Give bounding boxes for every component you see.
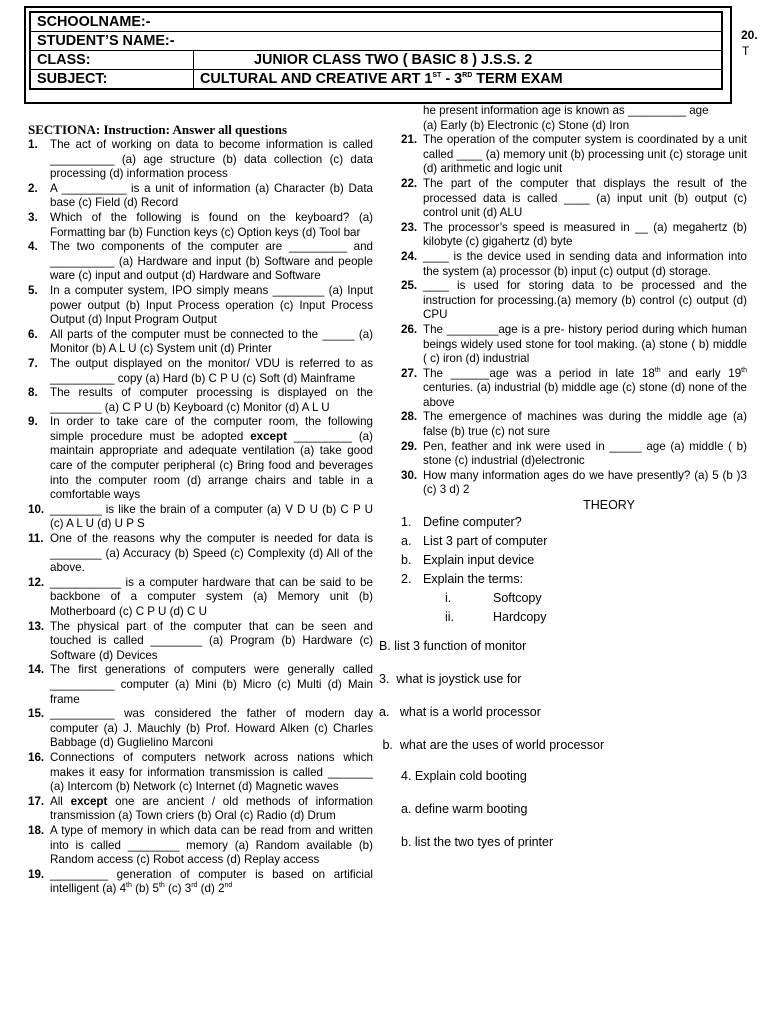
theory-extra-item: b. list the two tyes of printer bbox=[401, 834, 554, 849]
question-item bbox=[28, 328, 373, 357]
question-item bbox=[401, 133, 747, 177]
question-text: ___________ is a computer hardware that can be said to be backbone of a computer system (a) Memory unit (b) Motherboard (c) C P U (d) C U bbox=[50, 575, 373, 618]
subject-label: SUBJECT: bbox=[30, 70, 194, 90]
question-text: The physical part of the computer that can be seen and touched is called ________ (a) Program (b) Hardware (c) Software (d) Devices bbox=[50, 619, 373, 662]
questions-right bbox=[401, 133, 747, 498]
question-item bbox=[401, 279, 747, 323]
question-text: The ________age is a pre- history period during which human beings widely used stone for tool making. (a) stone ( b) middle ( c) iron (d) industrial bbox=[423, 322, 747, 366]
theory-extra-item: 4. Explain cold booting bbox=[401, 768, 527, 783]
question-number: 10. bbox=[28, 502, 45, 516]
question-item bbox=[28, 503, 373, 532]
theory-item: b. Explain input device bbox=[401, 552, 535, 567]
question-20-continued: he present information age is known as _________ age (a) Early (b) Electronic (c) Stone (d) Iron bbox=[423, 104, 709, 132]
theory-extra-item: a. define warm booting bbox=[401, 801, 528, 816]
header-table bbox=[29, 11, 723, 90]
question-text: The results of computer processing is displayed on the ________ (a) C P U (b) Keyboard (c) Monitor (d) A L U bbox=[50, 386, 373, 414]
question-item bbox=[401, 469, 747, 498]
question-text: The part of the computer that displays the result of the processed data is called ____ (a) input unit (b) output (c) control unit (d) ALU bbox=[423, 176, 747, 220]
question-number: 14. bbox=[28, 663, 45, 677]
theory-item: 1. Define computer? bbox=[401, 514, 522, 529]
question-text: The processor’s speed is measured in __ (a) megahertz (b) kilobyte (c) gigahertz (d) byte bbox=[423, 220, 747, 249]
question-number: 6. bbox=[28, 327, 38, 341]
question-text: The act of working on data to become information is called __________ (a) age structure (b) data collection (c) data processing (d) information process bbox=[50, 138, 373, 181]
question-item bbox=[28, 240, 373, 284]
question-number: 23. bbox=[401, 220, 418, 234]
theory-extra-item: b. what are the uses of world processor bbox=[379, 737, 605, 752]
question-item bbox=[28, 284, 373, 328]
question-text: In a computer system, IPO simply means ________ (a) Input power output (b) Input Process operation (c) Input Process Output (d) Input Program Output bbox=[50, 283, 373, 327]
question-item bbox=[28, 751, 373, 795]
question-item bbox=[28, 576, 373, 620]
question-text: _________ generation of computer is based on artificial intelligent (a) 4th (b) 5th (c) 3rd (d) 2nd bbox=[50, 867, 373, 896]
question-number: 29. bbox=[401, 439, 418, 453]
question-item bbox=[28, 707, 373, 751]
question-text: All except one are ancient / old methods of information transmission (a) Town criers (b) Oral (c) Radio (d) Drum bbox=[50, 794, 374, 823]
question-text: ____ is used for storing data to be processed and the instruction for processing.(a) memory (b) control (c) output (d) CPU bbox=[423, 279, 747, 322]
theory-item: a. List 3 part of computer bbox=[401, 533, 548, 548]
subject-value: CULTURAL AND CREATIVE ART 1ST - 3RD TERM EXAM bbox=[194, 70, 723, 90]
question-number: 24. bbox=[401, 249, 418, 263]
question-text: The output displayed on the monitor/ VDU is referred to as __________ copy (a) Hard (b) C P U (c) Soft (d) Mainframe bbox=[50, 356, 373, 385]
theory-item: ii. Hardcopy bbox=[445, 609, 547, 624]
question-number: 18. bbox=[28, 823, 45, 837]
question-number: 9. bbox=[28, 415, 38, 429]
question-item bbox=[28, 415, 373, 503]
question-item bbox=[28, 211, 373, 240]
question-number: 30. bbox=[401, 468, 418, 482]
question-text: The two components of the computer are _________ and __________ (a) Hardware and input (b) Software and people ware (c) input and output (d) Hardware and Software bbox=[50, 240, 373, 283]
question-number: 27. bbox=[401, 366, 418, 380]
question-text: The emergence of machines was during the middle age (a) false (b) true (c) not sure bbox=[423, 410, 747, 439]
header-frame bbox=[24, 6, 732, 104]
theory-item: 2. Explain the terms: bbox=[401, 571, 524, 586]
question-item bbox=[28, 663, 373, 707]
question-item bbox=[401, 177, 747, 221]
question-number: 2. bbox=[28, 181, 38, 195]
question-text: Pen, feather and ink were used in _____ age (a) middle ( b) stone (c) industrial (d)electronic bbox=[423, 439, 747, 468]
question-number: 13. bbox=[28, 619, 45, 633]
question-text: Which of the following is found on the keyboard? (a) Formatting bar (b) Function keys (c) Option keys (d) Tool bar bbox=[50, 210, 373, 239]
theory-list bbox=[379, 513, 747, 852]
question-item bbox=[28, 620, 373, 664]
school-name-label: SCHOOLNAME:- bbox=[30, 12, 722, 32]
question-number: 8. bbox=[28, 386, 38, 400]
theory-extra-item: 3. what is joystick use for bbox=[379, 671, 522, 686]
question-item bbox=[401, 250, 747, 279]
question-number: 15. bbox=[28, 707, 45, 721]
question-number: 17. bbox=[28, 794, 45, 808]
question-text: ____ is the device used in sending data and information into the system (a) processor (b) input (c) output (d) storage. bbox=[423, 249, 747, 278]
question-item bbox=[401, 323, 747, 367]
left-column bbox=[28, 122, 373, 897]
question-item bbox=[28, 386, 373, 415]
question-number: 3. bbox=[28, 210, 38, 224]
question-number: 16. bbox=[28, 750, 45, 764]
question-text: Connections of computers network across nations which makes it easy for information transmission is called _______ (a) Intercom (b) Network (c) Internet (d) Magnetic waves bbox=[50, 750, 373, 794]
question-text: The first generations of computers were generally called __________ computer (a) Mini (b) Micro (c) Multi (d) Main frame bbox=[50, 663, 373, 706]
right-column bbox=[379, 104, 747, 852]
question-text: A __________ is a unit of information (a) Character (b) Data base (c) Field (d) Record bbox=[50, 181, 373, 210]
question-text: A type of memory in which data can be read from and written into is called ________ memory (a) Random available (b) Random access (c) Robot access (d) Replay access bbox=[50, 823, 373, 867]
question-item bbox=[28, 182, 373, 211]
theory-extra-item: B. list 3 function of monitor bbox=[379, 638, 527, 653]
question-item bbox=[28, 795, 373, 824]
question-number: 12. bbox=[28, 575, 45, 589]
question-item bbox=[28, 824, 373, 868]
question-item bbox=[28, 357, 373, 386]
question-number: 5. bbox=[28, 283, 38, 297]
question-text: ________ is like the brain of a computer (a) V D U (b) C P U (c) A L U (d) U P S bbox=[50, 502, 373, 531]
question-text: The ______age was a period in late 18th and early 19th centuries. (a) industrial (b) middle age (c) stone (d) none of the above bbox=[423, 366, 747, 409]
question-item bbox=[401, 367, 747, 411]
question-number: 11. bbox=[28, 532, 44, 546]
question-item bbox=[28, 532, 373, 576]
question-item bbox=[28, 138, 373, 182]
theory-item: i. Softcopy bbox=[445, 590, 542, 605]
class-value: JUNIOR CLASS TWO ( BASIC 8 ) J.S.S. 2 bbox=[194, 51, 723, 70]
question-number: 21. bbox=[401, 133, 418, 147]
questions-left bbox=[28, 138, 373, 897]
question-number: 4. bbox=[28, 240, 38, 254]
student-name-label: STUDENT’S NAME:- bbox=[30, 32, 722, 51]
theory-heading: THEORY bbox=[583, 498, 635, 513]
question-text: The operation of the computer system is coordinated by a unit called ____ (a) memory unit (b) processing unit (c) storage unit (d) arithmetic and logic unit bbox=[423, 133, 747, 176]
question-text: How many information ages do we have presently? (a) 5 (b )3 (c) 3 d) 2 bbox=[423, 468, 747, 497]
question-number: 28. bbox=[401, 410, 418, 424]
question-number: 22. bbox=[401, 176, 418, 190]
side-question-number: 20. bbox=[741, 28, 758, 42]
question-item bbox=[28, 868, 373, 897]
question-number: 25. bbox=[401, 279, 418, 293]
theory-extra-item: a. what is a world processor bbox=[379, 704, 541, 719]
question-number: 1. bbox=[28, 138, 38, 151]
class-label: CLASS: bbox=[30, 51, 194, 70]
question-item bbox=[401, 410, 747, 439]
side-question-letter: T bbox=[742, 44, 750, 58]
question-number: 26. bbox=[401, 322, 418, 336]
question-item bbox=[401, 221, 747, 250]
section-heading: SECTIONA: Instruction: Answer all questions bbox=[28, 122, 288, 137]
question-text: One of the reasons why the computer is needed for data is ________ (a) Accuracy (b) Speed (c) Complexity (d) All of the above. bbox=[50, 532, 373, 575]
question-number: 19. bbox=[28, 867, 45, 881]
question-text: __________ was considered the father of modern day computer (a) J. Mauchly (b) Prof. Howard Alken (c) Charles Babbage (d) Guglielino Marconi bbox=[50, 707, 373, 750]
question-number: 7. bbox=[28, 356, 38, 370]
question-item bbox=[401, 440, 747, 469]
question-text: All parts of the computer must be connected to the _____ (a) Monitor (b) A L U (c) System unit (d) Printer bbox=[50, 327, 373, 356]
question-text: In order to take care of the computer room, the following simple procedure must be adopted except _________ (a) maintain appropriate and adequate ventilation (a) take good care of the computer peripheral (c) Bring food and beverages into the computer room (d) arrange chairs and table in a comfortable ways bbox=[50, 415, 373, 502]
